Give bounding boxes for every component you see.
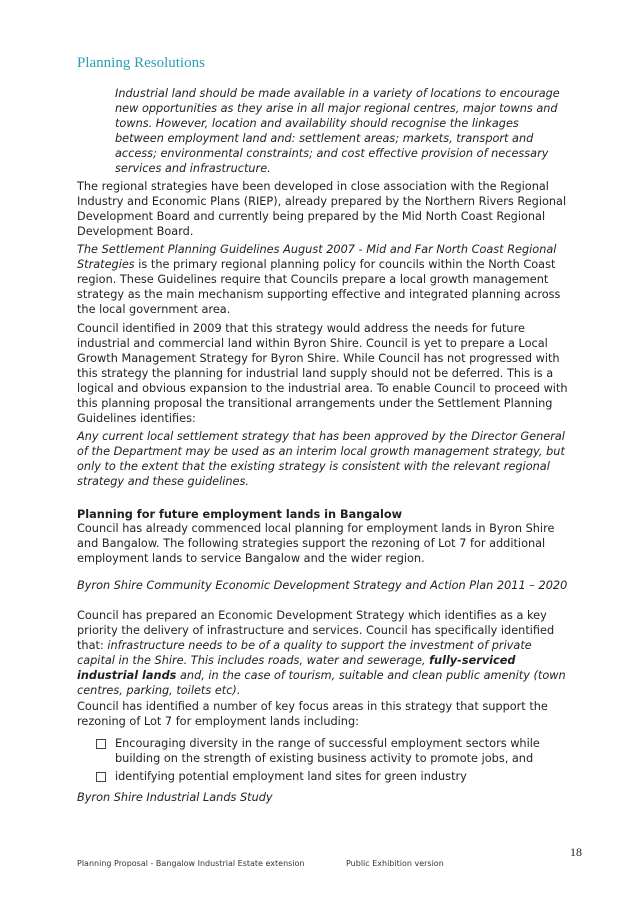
economic-strategy-intro: Council has prepared an Economic Development Strategy which identifies as a key priority the delivery of infrastructure and services. Council has specifically identified that: bbox=[77, 609, 555, 652]
economic-strategy-quote-b: and, in the case of tourism, suitable and clean public amenity (town centres, parking, toilets etc). bbox=[77, 669, 566, 697]
checkbox-bullet-icon bbox=[96, 739, 106, 749]
paragraph-local-planning: Council has already commenced local planning for employment lands in Byron Shire and Bangalow. The following strategies support the rezoning of Lot 7 for additional employment lands to service Bangalow and the wider region. bbox=[77, 522, 555, 565]
page-number: 18 bbox=[570, 845, 582, 859]
footer-version: Public Exhibition version bbox=[346, 859, 444, 868]
quote-transitional: Any current local settlement strategy that has been approved by the Director General of the Department may be used as an interim local growth management strategy, but only to the extent that the existing strategy is consistent with the relevant regional strategy and these guidelines. bbox=[77, 430, 565, 488]
list-item-text: identifying potential employment land sites for green industry bbox=[115, 770, 467, 783]
subheading-employment-lands: Planning for future employment lands in Bangalow bbox=[77, 508, 403, 521]
study-title: Byron Shire Industrial Lands Study bbox=[77, 791, 273, 804]
economic-strategy-emphasis: fully-serviced industrial lands bbox=[77, 654, 516, 682]
paragraph-focus-areas: Council has identified a number of key focus areas in this strategy that support the rezoning of Lot 7 for employment lands including: bbox=[77, 700, 548, 728]
checkbox-bullet-icon bbox=[96, 772, 106, 782]
paragraph-settlement-guidelines bbox=[77, 242, 569, 317]
footer-document-title: Planning Proposal - Bangalow Industrial Estate extension bbox=[77, 859, 305, 868]
paragraph-council-2009: Council identified in 2009 that this strategy would address the needs for future industrial and commercial land within Byron Shire. Council is yet to prepare a Local Growth Management Strategy for Byron Shire. While Council has not progressed with this strategy the planning for industrial land supply should not be deferred. This is a logical and obvious expansion to the industrial area. To enable Council to proceed with this planning proposal the transitional arrangements under the Settlement Planning Guidelines identifies: bbox=[77, 322, 568, 425]
strategy-title: Byron Shire Community Economic Development Strategy and Action Plan 2011 – 2020 bbox=[77, 579, 568, 592]
paragraph-economic-strategy bbox=[77, 608, 569, 698]
list-item-text: Encouraging diversity in the range of successful employment sectors while building on the strength of existing business activity to promote jobs, and bbox=[115, 737, 540, 765]
paragraph-regional-strategies: The regional strategies have been developed in close association with the Regional Industry and Economic Plans (RIEP), already prepared by the Northern Rivers Regional Development Board and currently being prepared by the Mid North Coast Regional Development Board. bbox=[77, 180, 567, 238]
economic-strategy-quote-a: infrastructure needs to be of a quality to support the investment of private capital in the Shire. This includes roads, water and sewerage, bbox=[77, 639, 532, 667]
guidelines-title: The Settlement Planning Guidelines August 2007 - Mid and Far North Coast Regional Strategies bbox=[77, 243, 557, 271]
section-heading: Planning Resolutions bbox=[77, 55, 205, 71]
guidelines-text: is the primary regional planning policy for councils within the North Coast region. These Guidelines require that Councils prepare a local growth management strategy as the main mechanism supporting effective and integrated planning across the local government area. bbox=[77, 258, 561, 316]
quote-industrial-land: Industrial land should be made available in a variety of locations to encourage new opportunities as they arise in all major regional centres, major towns and towns. However, location and availability should recognise the linkages between employment land and: settlement areas; markets, transport and access; environmental constraints; and cost effective provision of necessary services and infrastructure. bbox=[115, 87, 560, 175]
